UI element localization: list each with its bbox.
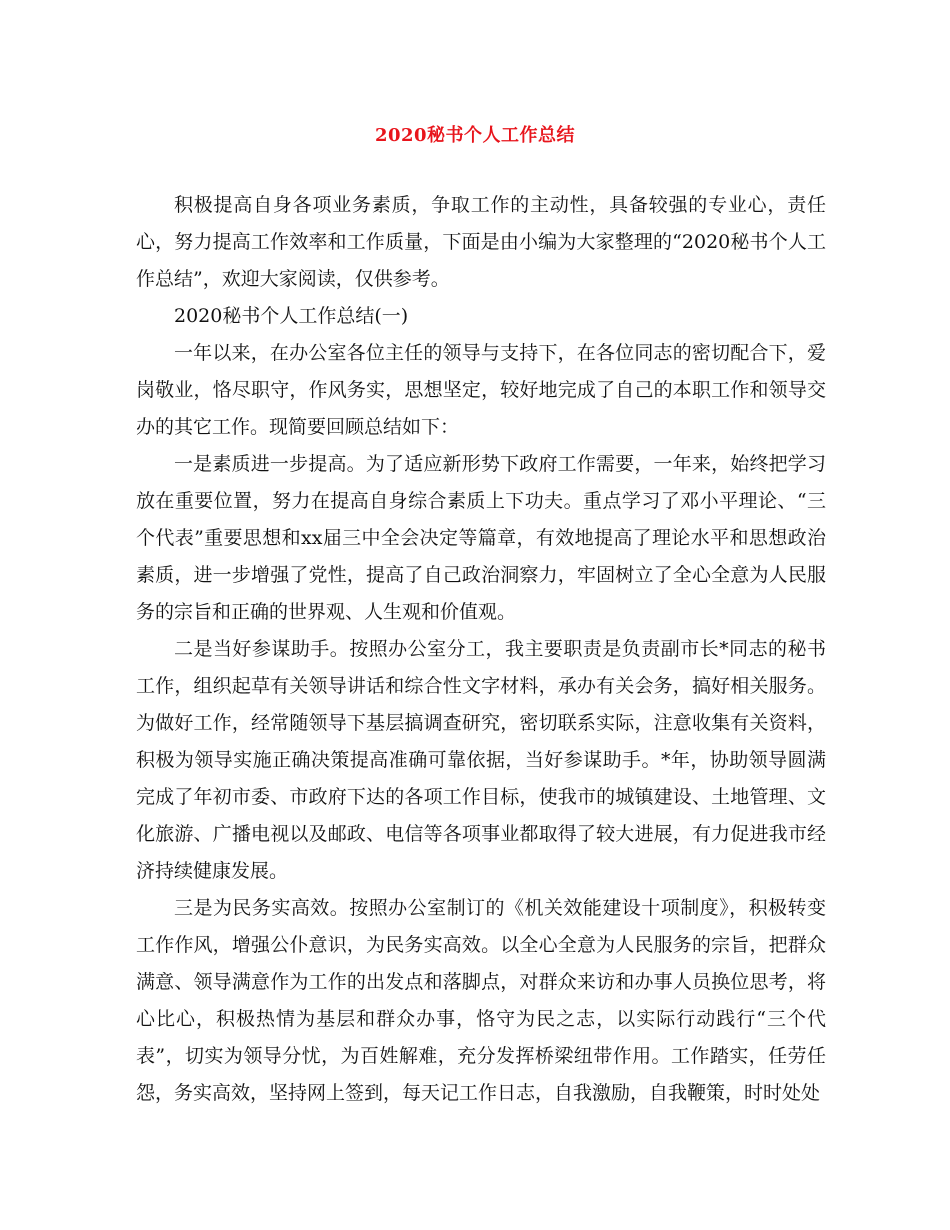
intro-paragraph: 积极提高自身各项业务素质，争取工作的主动性，具备较强的专业心，责任心，努力提高工作效率和工作质量，下面是由小编为大家整理的“2020秘书个人工作总结”，欢迎大家阅读，仅供参考。 [136,194,826,290]
section-heading: 2020秘书个人工作总结(一) [174,305,409,327]
body-paragraph: 一年以来，在办公室各位主任的领导与支持下，在各位同志的密切配合下，爱岗敬业，恪尽职守，作风务实，思想坚定，较好地完成了自己的本职工作和领导交办的其它工作。现简要回顾总结如下： [136,342,826,438]
body-paragraph: 二是当好参谋助手。按照办公室分工，我主要职责是负责副市长*同志的秘书工作，组织起草有关领导讲话和综合性文字材料，承办有关会务，搞好相关服务。为做好工作，经常随领导下基层搞调查研究，密切联系实际，注意收集有关资料，积极为领导实施正确决策提高准确可靠依据，当好参谋助手。*年，协助领导圆满完成了年初市委、市政府下达的各项工作目标，使我市的城镇建设、土地管理、文化旅游、广播电视以及邮政、电信等各项事业都取得了较大进展，有力促进我市经济持续健康发展。 [136,638,826,882]
document-title: 2020秘书个人工作总结 [374,125,576,146]
document-body [136,187,826,1112]
body-paragraph: 一是素质进一步提高。为了适应新形势下政府工作需要，一年来，始终把学习放在重要位置，努力在提高自身综合素质上下功夫。重点学习了邓小平理论、“三个代表”重要思想和xx届三中全会决定等篇章，有效地提高了理论水平和思想政治素质，进一步增强了党性，提高了自己政治洞察力，牢固树立了全心全意为人民服务的宗旨和正确的世界观、人生观和价值观。 [136,453,826,623]
body-paragraph: 三是为民务实高效。按照办公室制订的《机关效能建设十项制度》，积极转变工作作风，增强公仆意识，为民务实高效。以全心全意为人民服务的宗旨，把群众满意、领导满意作为工作的出发点和落脚点，对群众来访和办事人员换位思考，将心比心，积极热情为基层和群众办事，恪守为民之志，以实际行动践行“三个代表”，切实为领导分忧，为百姓解难，充分发挥桥梁纽带作用。工作踏实，任劳任怨，务实高效，坚持网上签到，每天记工作日志，自我激励，自我鞭策，时时处处 [136,897,826,1104]
